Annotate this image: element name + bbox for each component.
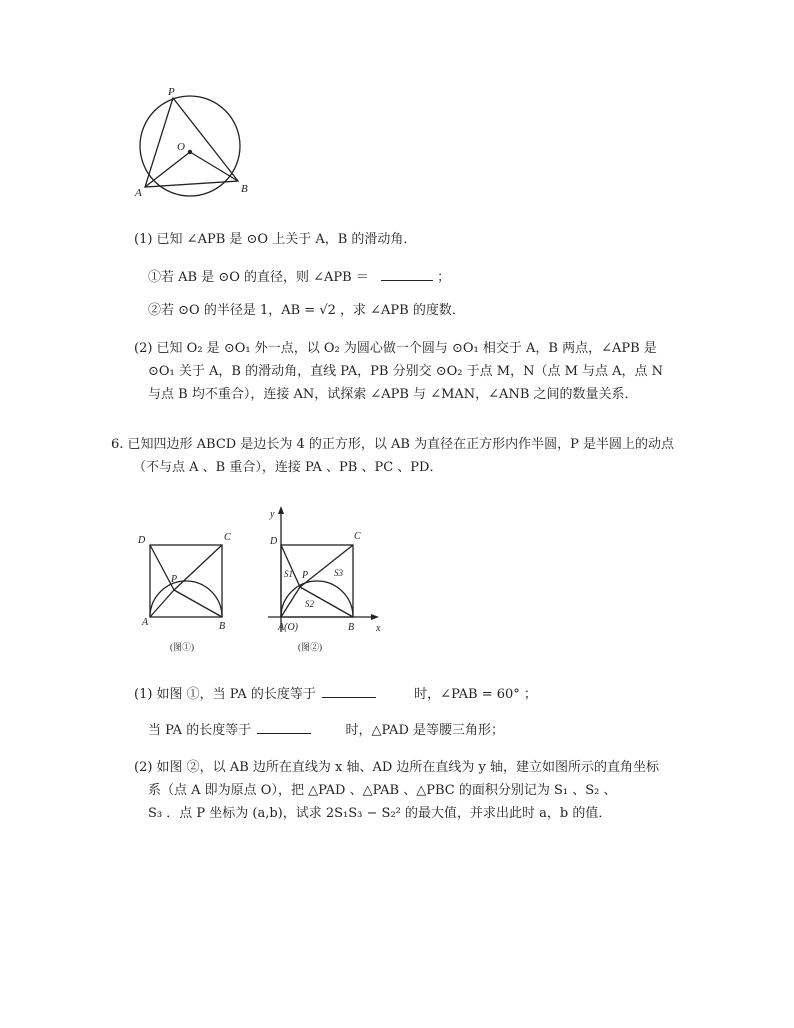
q1-sub1-end: ；: [437, 270, 451, 285]
q1-sub2: ②若 ⊙O 的半径是 1，AB = √2 ，求 ∠APB 的度数．: [148, 303, 465, 318]
answer-blank[interactable]: [257, 721, 311, 734]
q1-sub1-text: ①若 AB 是 ⊙O 的直径，则 ∠APB ＝: [148, 270, 369, 285]
label-s2: S2: [305, 599, 314, 609]
p6q1-line2: [148, 721, 504, 740]
p6q1-line2-text: 当 PA 的长度等于: [148, 723, 252, 738]
p6q1-line1-end: 时，∠PAB = 60° ；: [414, 687, 537, 702]
p6q2-line3: S₃ ．点 P 坐标为 (a,b)，试求 2S₁S₃ − S₂² 的最大值，并求出此时 a，b 的值．: [148, 806, 612, 821]
segment-pb: [174, 590, 222, 617]
figure-caption: (图②): [298, 642, 322, 652]
circle-figure: [128, 84, 268, 200]
answer-blank[interactable]: [381, 268, 433, 281]
label-p: P: [171, 574, 178, 585]
figure-caption: (图①): [170, 642, 194, 652]
label-c: C: [354, 531, 361, 542]
q1-intro: (1) 已知 ∠APB 是 ⊙O 上关于 A，B 的滑动角．: [134, 232, 417, 247]
p6q2-line1: (2) 如图 ②，以 AB 边所在直线为 x 轴、AD 边所在直线为 y 轴，建立如图所示的直角坐标: [134, 760, 660, 775]
p6q1-line1: [134, 685, 537, 704]
p6-line2: （不与点 A 、B 重合），连接 PA 、PB 、PC 、PD．: [133, 460, 443, 475]
triangle-apb: [145, 98, 238, 187]
label-a: A: [142, 617, 149, 628]
x-axis-arrow: [371, 614, 379, 620]
label-y: y: [270, 509, 275, 520]
label-b: B: [241, 183, 248, 195]
p6-line1: 6. 已知四边形 ABCD 是边长为 4 的正方形，以 AB 为直径在正方形内作半圆，P 是半圆上的动点: [111, 437, 674, 452]
square-figure-2: [260, 504, 392, 656]
label-p: P: [168, 86, 175, 98]
label-a: A: [135, 187, 142, 199]
segment-bo: [190, 152, 238, 181]
p6q1-line2-end: 时，△PAD 是等腰三角形；: [345, 723, 504, 738]
label-s1: S1: [284, 569, 293, 579]
label-p: P: [302, 570, 309, 581]
label-c: C: [224, 532, 231, 543]
label-x: x: [376, 623, 381, 634]
answer-blank[interactable]: [322, 685, 376, 698]
q2-line2: ⊙O₁ 关于 A，B 的滑动角，直线 PA，PB 分别交 ⊙O₂ 于点 M，N（点 M 与点 A，点 N: [148, 364, 664, 379]
label-o: O: [177, 141, 185, 153]
q2-line1: (2) 已知 O₂ 是 ⊙O₁ 外一点，以 O₂ 为圆心做一个圆与 ⊙O₁ 相交于 A，B 两点，∠APB 是: [134, 341, 657, 356]
q2-line3: 与点 B 均不重合），连接 AN，试探索 ∠APB 与 ∠MAN，∠ANB 之间的数量关系．: [148, 387, 638, 402]
circle-o: [140, 96, 240, 196]
center-dot: [188, 150, 192, 154]
p6q2-line2: 系（点 A 即为原点 O），把 △PAD 、△PAB 、△PBC 的面积分别记为 S₁ 、S₂ 、: [148, 783, 617, 798]
label-b: B: [219, 621, 226, 632]
square-figure-1: [132, 528, 242, 656]
q1-sub1: [148, 268, 450, 287]
label-ao: A(O): [278, 622, 298, 633]
label-s3: S3: [334, 568, 343, 578]
y-axis-arrow: [278, 506, 284, 514]
label-d: D: [270, 536, 278, 547]
label-d: D: [138, 535, 146, 546]
label-b: B: [348, 622, 355, 633]
p6q1-line1-text: (1) 如图 ①，当 PA 的长度等于: [134, 687, 316, 702]
segment-pd: [281, 545, 300, 587]
segment-ao: [145, 152, 190, 187]
segment-pa: [150, 590, 174, 617]
